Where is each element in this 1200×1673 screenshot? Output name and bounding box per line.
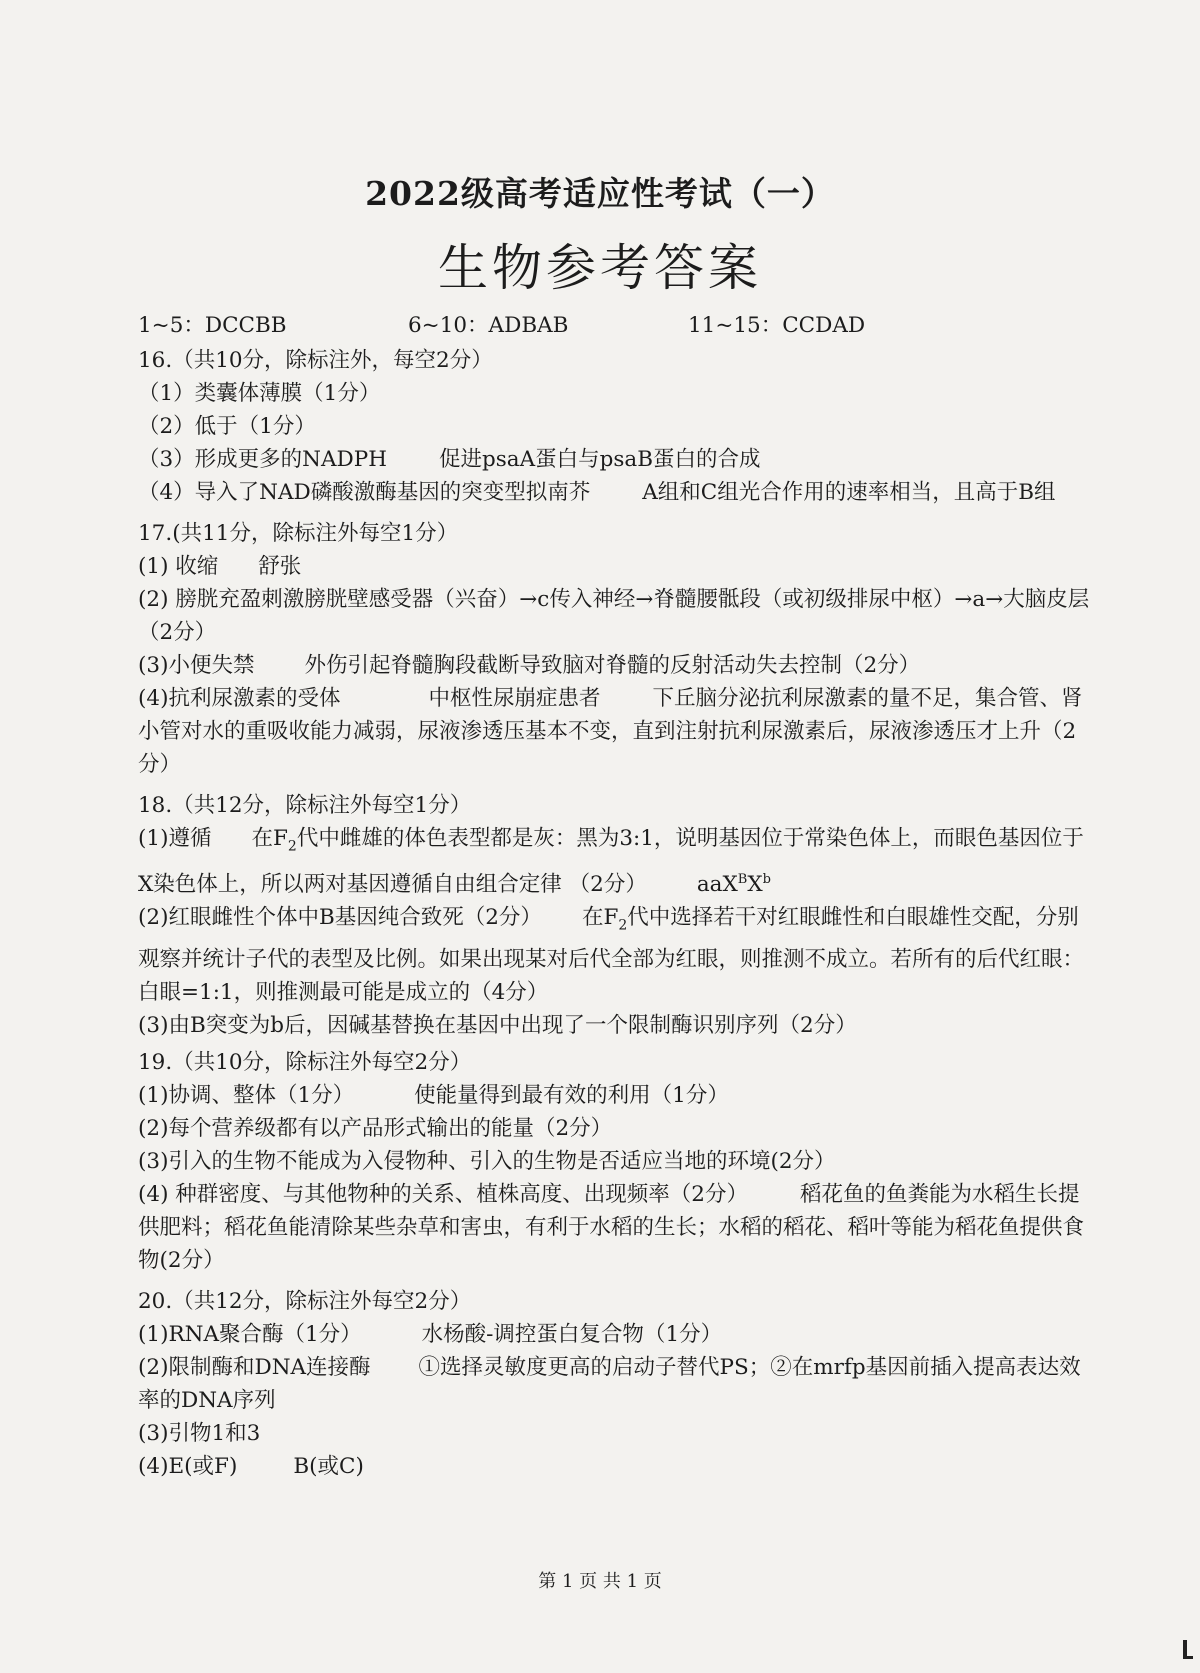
q17-answer-4b: 中枢性尿崩症患者 (428, 686, 601, 711)
q17-answer-3a: (3)小便失禁 (138, 653, 255, 678)
answer-key-title: 生物参考答案 (438, 239, 762, 297)
q20-answer-1b: 水杨酸-调控蛋白复合物（1分） (421, 1321, 723, 1347)
q20-answer-1 (138, 1318, 1093, 1351)
q17-answer-2: (2) 膀胱充盈刺激膀胱壁感受器（兴奋）→c传入神经→脊髓腰骶段（或初级排尿中枢）→a→大脑皮层 （2分） (138, 587, 1090, 645)
q16-answer-2: （2）低于（1分） (138, 414, 316, 439)
q16-answer-4b: A组和C组光合作用的速率相当，且高于B组 (642, 480, 1056, 505)
question-16 (138, 344, 1093, 509)
q19-answer-4 (138, 1178, 1093, 1277)
q17-header: 17.(共11分，除标注外每空1分） (138, 521, 459, 546)
answer-content (138, 308, 1093, 1483)
q18-answer-3: (3)由B突变为b后，因碱基替换在基因中出现了一个限制酶识别序列（2分） (138, 1012, 857, 1038)
q20-answer-4 (138, 1450, 1093, 1483)
q17-answer-1a: (1) 收缩 (138, 554, 219, 579)
q18-answer-1c: 代中雌雄的体色表型都是灰：黑为3:1，说明基因位于常染色体上，而眼色基因位于X染色体上，所以两对基因遵循自由组合定律 （2分） (138, 826, 1084, 898)
q19-answer-4b: 稻花鱼的鱼粪能为水稻生长提供肥料；稻花鱼能清除某些杂草和害虫，有利于水稻的生长；水稻的稻花、稻叶等能为稻花鱼提供食物(2分） (138, 1181, 1085, 1273)
q18-f2-subscript: 2 (287, 838, 297, 855)
q20-answer-1a: (1)RNA聚合酶（1分） (138, 1321, 362, 1347)
q18-answer-1a: (1)遵循 (138, 826, 212, 851)
q20-header: 20.（共12分，除标注外每空2分） (138, 1288, 472, 1314)
q20-answer-3: (3)引物1和3 (138, 1420, 261, 1446)
q18-answer-2c: 代中选择若干对红眼雌性和白眼雄性交配，分别观察并统计子代的表型及比例。如果出现某对后代全部为红眼，则推测不成立。若所有的后代红眼：白眼=1:1，则推测最可能是成立的（4分） (138, 905, 1085, 1005)
q16-answer-1: （1）类囊体薄膜（1分） (138, 381, 381, 406)
exam-title: 2022级高考适应性考试（一） (365, 174, 835, 213)
q18-header: 18.（共12分，除标注外每空1分） (138, 793, 472, 818)
q17-answer-3b: 外伤引起脊髓胸段截断导致脑对脊髓的反射活动失去控制（2分） (304, 653, 921, 678)
q18-genotype: $aaX^BX^b$ (696, 872, 771, 898)
q20-answer-4b: B(或C) (293, 1453, 364, 1479)
q18-answer-2a: (2)红眼雌性个体中B基因纯合致死（2分） (138, 905, 542, 931)
q17-answer-4a: (4)抗利尿激素的受体 (138, 686, 341, 711)
page-footer: 第 1 页 共 1 页 (538, 1571, 662, 1592)
q19-answer-1 (138, 1079, 1093, 1112)
q19-answer-1b: 使能量得到最有效的利用（1分） (414, 1082, 729, 1108)
q19-answer-1a: (1)协调、整体（1分） (138, 1082, 355, 1108)
q18-answer-2b: 在F (581, 905, 619, 931)
q20-answer-2b: ①选择灵敏度更高的启动子替代PS；②在mrfp基因前插入提高表达效率的DNA序列 (138, 1354, 1081, 1413)
question-20 (138, 1285, 1093, 1483)
q20-answer-2 (138, 1351, 1093, 1417)
q19-answer-3: (3)引入的生物不能成为入侵物种、引入的生物是否适应当地的环境(2分） (138, 1148, 836, 1174)
q18-answer-1 (138, 822, 1093, 901)
mc-answers-1-5: 1~5：DCCBB (138, 313, 287, 338)
q16-header: 16.（共10分，除标注外，每空2分） (138, 348, 493, 373)
q18-answer-2 (138, 901, 1093, 1008)
question-18 (138, 789, 1093, 1042)
q19-answer-2: (2)每个营养级都有以产品形式输出的能量（2分） (138, 1115, 613, 1141)
q19-answer-4a: (4) 种群密度、与其他物种的关系、植株高度、出现频率（2分） (138, 1181, 748, 1207)
mc-answers-11-15: 11~15：CCDAD (688, 313, 866, 338)
multiple-choice-answers (138, 308, 1093, 344)
q16-answer-4a: （4）导入了NAD磷酸激酶基因的突变型拟南芥 (138, 480, 591, 505)
question-19 (138, 1046, 1093, 1277)
q16-answer-3 (138, 443, 1093, 476)
q17-answer-4c: 下丘脑分泌抗利尿激素的量不足，集合管、肾小管对水的重吸收能力减弱，尿液渗透压基本不变，直到注射抗利尿激素后，尿液渗透压才上升（2分） (138, 686, 1083, 777)
q17-answer-1b: 舒张 (258, 554, 302, 579)
mc-answers-6-10: 6~10：ADBAB (408, 313, 569, 338)
q20-answer-4a: (4)E(或F) (138, 1453, 238, 1479)
q17-answer-4 (138, 682, 1093, 781)
q16-answer-3a: （3）形成更多的NADPH (138, 447, 387, 472)
q18-f2-subscript-2: 2 (618, 917, 628, 934)
q20-answer-2a: (2)限制酶和DNA连接酶 (138, 1354, 371, 1380)
q16-answer-4 (138, 476, 1093, 509)
q17-answer-1 (138, 550, 1093, 583)
question-17 (138, 517, 1093, 781)
crop-mark-base (1183, 1656, 1193, 1659)
q19-header: 19.（共10分，除标注外每空2分） (138, 1049, 472, 1075)
q17-answer-3 (138, 649, 1093, 682)
q16-answer-3b: 促进psaA蛋白与psaB蛋白的合成 (438, 447, 761, 472)
q18-answer-1b: 在F (251, 826, 288, 851)
